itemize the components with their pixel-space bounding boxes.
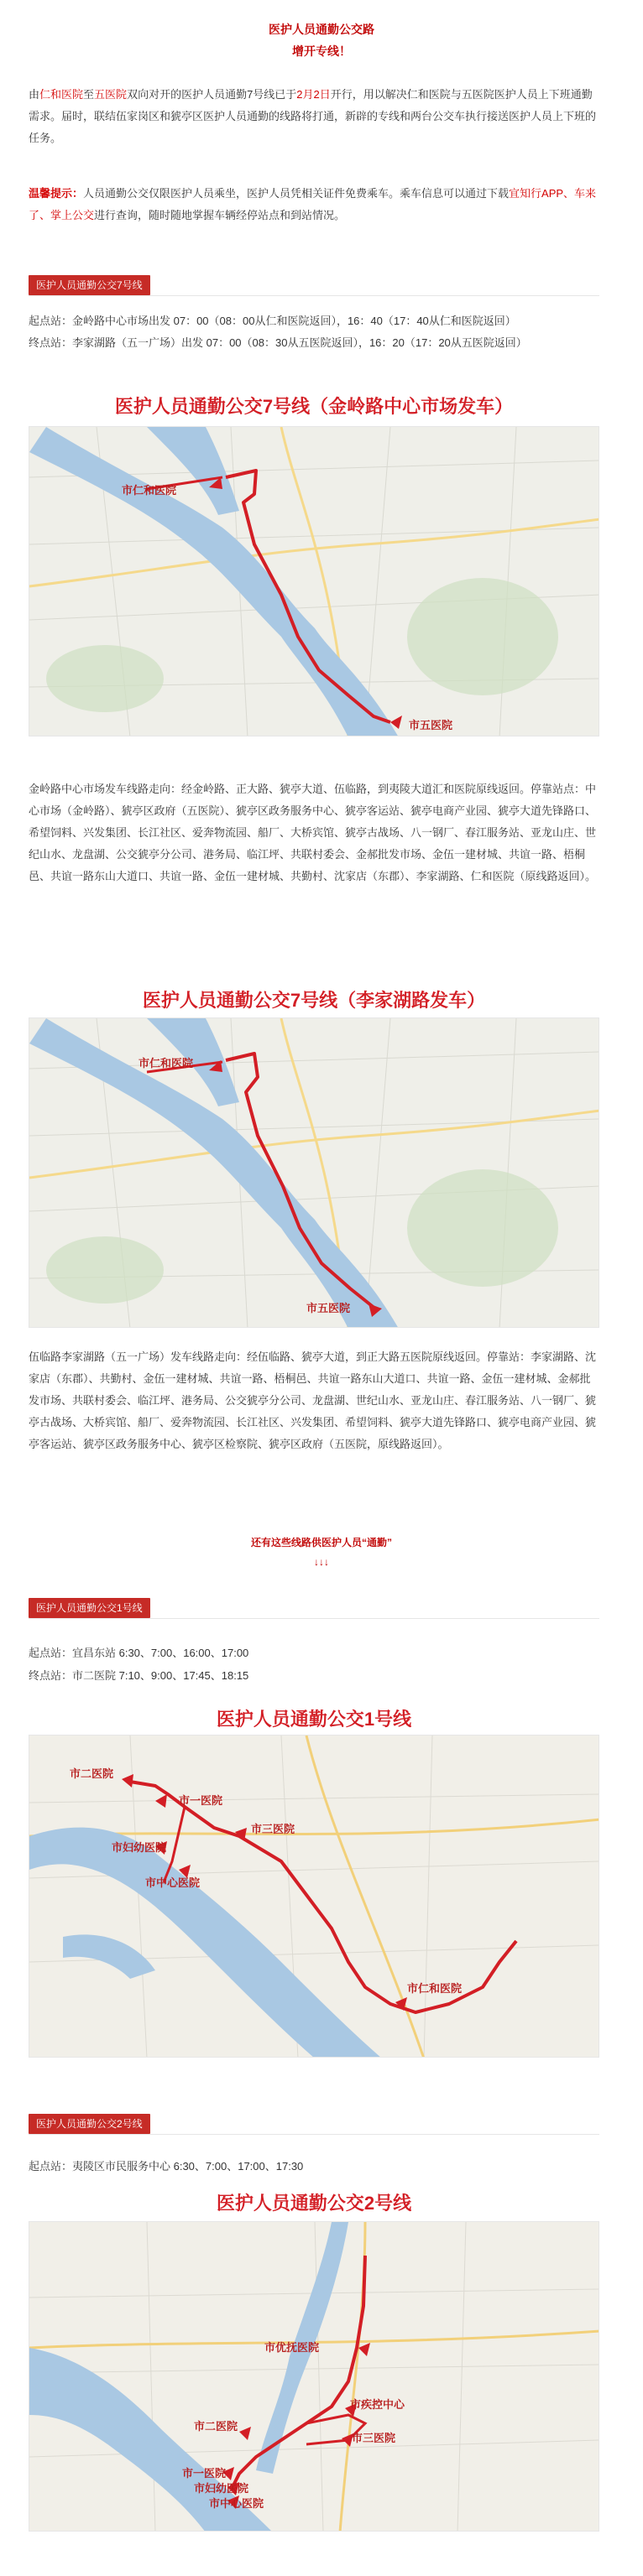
- line1-stop-renhe: 市仁和医院: [407, 1982, 463, 1995]
- more-lines-heading: 还有这些线路供医护人员“通勤”: [250, 1537, 392, 1548]
- map2-title: 医护人员通勤公交7号线（李家湖路发车）: [142, 990, 486, 1011]
- line1-stop-2: 市二医院: [70, 1767, 114, 1780]
- map1-title: 医护人员通勤公交7号线（金岭路中心市场发车）: [114, 396, 514, 417]
- line2-stop-1: 市一医院: [182, 2467, 227, 2480]
- line7-end-station: 终点站：李家湖路（五一广场）出发 07：00（08：30从五医院返回），16：20（17：20从五医院返回）: [29, 336, 527, 349]
- section-tag-line1: 医护人员通勤公交1号线: [29, 1598, 150, 1618]
- line2-map-title: 医护人员通勤公交2号线: [216, 2193, 412, 2214]
- section-tag-line7: 医护人员通勤公交7号线: [29, 275, 150, 295]
- map2-stop-wuyi: 市五医院: [306, 1302, 351, 1314]
- line2-stop-cdc: 市疾控中心: [350, 2398, 405, 2411]
- divider: [29, 1618, 599, 1619]
- line2-stop-central: 市中心医院: [209, 2497, 264, 2510]
- line2-stop-maternal: 市妇幼医院: [194, 2482, 249, 2495]
- line2-stop-youfu: 市优抚医院: [264, 2341, 320, 2354]
- section-tag-line2: 医护人员通勤公交2号线: [29, 2114, 150, 2134]
- line7-start-station: 起点站：金岭路中心市场出发 07：00（08：00从仁和医院返回），16：40（17：40从仁和医院返回）: [29, 315, 516, 327]
- route-map-line2: [29, 2221, 599, 2532]
- line1-start-station: 起点站：宜昌东站 6:30、7:00、16:00、17:00: [29, 1647, 249, 1659]
- line1-stop-3: 市三医院: [251, 1823, 295, 1835]
- map1-stop-wuyi: 市五医院: [409, 719, 453, 731]
- tip-paragraph: 温馨提示：人员通勤公交仅限医护人员乘坐，医护人员凭相关证件免费乘车。乘车信息可以通过下载宜知行APP、车来了、掌上公交进行查询，随时随地掌握车辆经停站点和到站情况。: [29, 187, 597, 221]
- route-map-line1: [29, 1735, 599, 2058]
- down-arrows: ↓↓↓: [314, 1556, 329, 1568]
- intro-paragraph: 由仁和医院至五医院双向对开的医护人员通勤7号线已于2月2日开行，用以解决仁和医院与五医院医护人员上下班通勤需求。届时，联结伍家岗区和猇亭区医护人员通勤的线路将打通，新辟的专线和两台公交车执行接送医护人员上下班的任务。: [29, 88, 597, 144]
- divider: [29, 295, 599, 296]
- line1-stop-1: 市一医院: [179, 1794, 223, 1807]
- line7-route1-description: 金岭路中心市场发车线路走向：经金岭路、正大路、猇亭大道、伍临路，到夷陵大道汇和医院原线返回。停靠站点：中心市场（金岭路）、猇亭区政府（五医院）、猇亭区政务服务中心、猇亭客运站、猇亭电商产业园、猇亭大道先锋路口、希望饲料、兴发集团、长江社区、爱奔物流园、船厂、大桥宾馆、猇亭古战场、八一钢厂、春江服务站、亚龙山庄、世纪山水、龙盘湖、公交猇亭分公司、港务局、临江坪、共联村委会、金郝批发市场、金伍一建材城、共谊一路、梧桐邑、共谊一路东山大道口、共谊一路、金伍一建材城、共勤村、沈家店（东郡）、李家湖路、仁和医院（原线路返回）。: [29, 783, 597, 882]
- line2-start-station: 起点站：夷陵区市民服务中心 6:30、7:00、17:00、17:30: [29, 2160, 304, 2173]
- route-map-line7-lijiahu: [29, 1017, 599, 1328]
- page-subtitle: 增开专线！: [292, 44, 351, 58]
- line7-route2-description: 伍临路李家湖路（五一广场）发车线路走向：经伍临路、猇亭大道，到正大路五医院原线返回。停靠站：李家湖路、沈家店（东郡）、共勤村、金伍一建材城、共谊一路、梧桐邑、共谊一路东山大道口、共谊一路、金伍一建材城、金郝批发市场、共联村委会、临江坪、港务局、公交猇亭分公司、龙盘湖、世纪山水、亚龙山庄、春江服务站、八一钢厂、猇亭古战场、大桥宾馆、船厂、爱奔物流园、长江社区、兴发集团、希望饲料、猇亭大道先锋路口、猇亭电商产业园、猇亭客运站、猇亭区政务服务中心、猇亭区检察院、猇亭区政府（五医院，原线路返回）。: [29, 1350, 597, 1450]
- page-title: 医护人员通勤公交路: [269, 23, 374, 36]
- line1-end-station: 终点站：市二医院 7:10、9:00、17:45、18:15: [29, 1669, 249, 1682]
- map1-stop-renhe: 市仁和医院: [122, 484, 177, 497]
- app-names: 宜知行APP、车来了、掌上公交: [29, 187, 597, 221]
- line2-stop-3: 市三医院: [352, 2432, 396, 2444]
- line1-stop-maternal: 市妇幼医院: [112, 1841, 167, 1854]
- line2-stop-2: 市二医院: [194, 2420, 238, 2433]
- tip-label: 温馨提示：: [29, 187, 84, 200]
- map2-stop-renhe: 市仁和医院: [139, 1057, 194, 1069]
- route-map-line7-jinling: [29, 426, 599, 736]
- wuyi-hospital-text: 五医院: [94, 88, 128, 101]
- divider: [29, 2134, 599, 2135]
- start-date: 2月2日: [296, 88, 331, 101]
- line1-stop-central: 市中心医院: [145, 1876, 201, 1889]
- renhe-hospital-text: 仁和医院: [39, 88, 84, 101]
- line1-map-title: 医护人员通勤公交1号线: [216, 1709, 412, 1730]
